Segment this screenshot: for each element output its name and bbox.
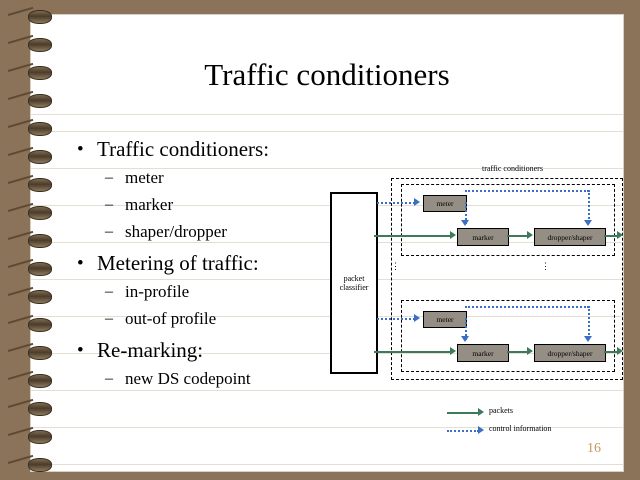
- control-line-meter-to-dropper-upper: [465, 190, 589, 192]
- control-line-meter-to-dropper-lower: [465, 306, 589, 308]
- spiral-ring: [8, 402, 54, 415]
- spiral-ring: [8, 206, 54, 219]
- bullet-list: [75, 137, 315, 392]
- control-line-down-dropper-upper: [588, 190, 590, 222]
- marker-box-lower: marker: [457, 344, 509, 362]
- page-rule: [31, 131, 623, 132]
- diagram-caption: traffic conditioners: [482, 164, 543, 173]
- spiral-ring: [8, 458, 54, 471]
- dropper-shaper-box-upper: dropper/shaper: [534, 228, 606, 246]
- page-title: Traffic conditioners: [204, 57, 450, 92]
- spiral-ring: [8, 66, 54, 79]
- page-number: 16: [587, 441, 601, 456]
- bullet-level1: • Traffic conditioners:: [75, 137, 315, 162]
- flow-arrow-marker-lower: [450, 347, 456, 355]
- spiral-ring: [8, 234, 54, 247]
- ellipsis-left: ⋮: [391, 261, 400, 271]
- spiral-ring: [8, 122, 54, 135]
- legend-packets-label: packets: [489, 406, 513, 415]
- traffic-conditioner-diagram: [317, 160, 623, 450]
- flow-arrow-out-lower: [617, 347, 623, 355]
- bullet-level2: – in-profile: [75, 278, 315, 305]
- control-arrow-dropper-lower: [584, 336, 592, 342]
- packet-classifier-label: packet classifier: [339, 274, 369, 292]
- flow-line-marker-to-dropper-upper: [507, 235, 528, 237]
- control-arrow-dropper-upper: [584, 220, 592, 226]
- flow-line-out-upper: [604, 235, 618, 237]
- control-arrow-marker-lower: [461, 336, 469, 342]
- flow-line-classifier-to-marker-upper: [374, 235, 451, 237]
- marker-box-upper: marker: [457, 228, 509, 246]
- control-arrow-marker-upper: [461, 220, 469, 226]
- flow-arrow-dropper-upper: [527, 231, 533, 239]
- spiral-ring: [8, 38, 54, 51]
- bullet-level1: • Metering of traffic:: [75, 251, 315, 276]
- legend-control-arrow: [478, 426, 484, 434]
- flow-arrow-out-upper: [617, 231, 623, 239]
- legend-packets-arrow: [478, 408, 484, 416]
- spiral-ring: [8, 374, 54, 387]
- page-rule: [31, 114, 623, 115]
- ellipsis-right: ⋮: [541, 261, 550, 271]
- spiral-ring: [8, 10, 54, 23]
- spiral-ring: [8, 150, 54, 163]
- dropper-shaper-box-lower: dropper/shaper: [534, 344, 606, 362]
- spiral-ring: [8, 346, 54, 359]
- meter-box-lower: meter: [423, 311, 467, 328]
- bullet-level2: – out-of profile: [75, 305, 315, 332]
- spiral-ring: [8, 262, 54, 275]
- control-arrow-meter-upper: [414, 198, 420, 206]
- control-arrow-meter-lower: [414, 314, 420, 322]
- spiral-ring: [8, 318, 54, 331]
- page-rule: [31, 464, 623, 465]
- legend-control-line: [447, 430, 479, 432]
- flow-line-marker-to-dropper-lower: [507, 351, 528, 353]
- spiral-ring: [8, 94, 54, 107]
- meter-box-upper: meter: [423, 195, 467, 212]
- flow-arrow-dropper-lower: [527, 347, 533, 355]
- notebook-spine: [0, 0, 44, 480]
- bullet-level2: – marker: [75, 191, 315, 218]
- bullet-level2: – shaper/dropper: [75, 218, 315, 245]
- control-line-to-meter-lower: [377, 318, 415, 320]
- bullet-level1: • Re-marking:: [75, 338, 315, 363]
- control-line-to-meter-upper: [377, 202, 415, 204]
- spiral-ring: [8, 430, 54, 443]
- flow-line-classifier-to-marker-lower: [374, 351, 451, 353]
- packet-classifier-box: [330, 192, 378, 374]
- slide-page: [30, 14, 624, 472]
- flow-line-out-lower: [604, 351, 618, 353]
- control-line-down-dropper-lower: [588, 306, 590, 338]
- bullet-level2: – new DS codepoint: [75, 365, 315, 392]
- flow-arrow-marker-upper: [450, 231, 456, 239]
- spiral-ring: [8, 178, 54, 191]
- legend-control-label: control information: [489, 424, 552, 433]
- legend-packets-line: [447, 412, 479, 414]
- bullet-level2: – meter: [75, 164, 315, 191]
- spiral-ring: [8, 290, 54, 303]
